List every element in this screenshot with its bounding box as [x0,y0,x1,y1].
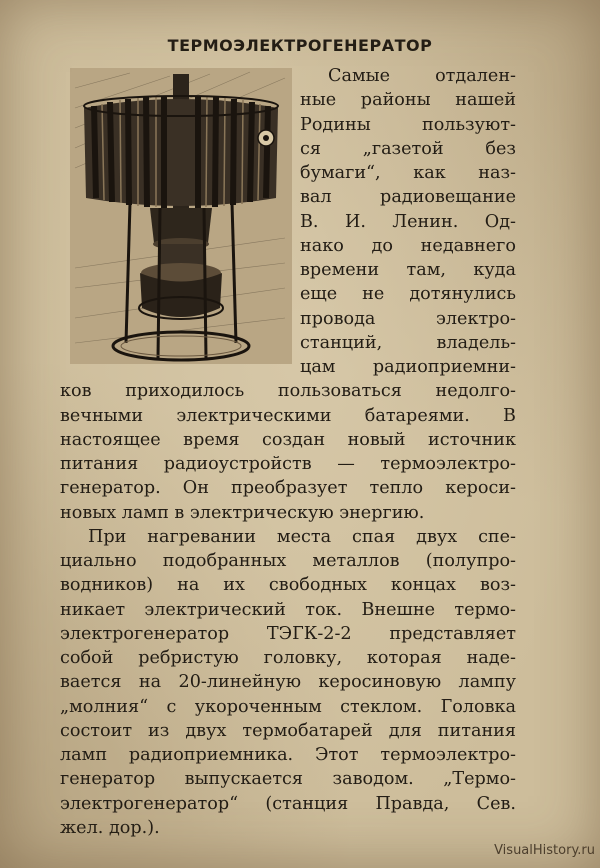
text-line: электрогенератор“ (станция Правда, Сев. [60,793,516,814]
text-line: циально подобранных металлов (полупро- [60,551,516,571]
text-line: нако до недавнего [300,235,516,256]
text-line: бумаги“, как наз- [300,163,516,183]
text-line: собой ребристую головку, которая наде- [60,648,516,668]
text-line: провода электро- [300,308,516,329]
text-line: вал радиовещание [300,187,516,208]
text-line: вается на 20-линейную керосиновую лампу [60,672,516,693]
watermark-credit: VisualHistory.ru [494,843,595,858]
text-line: ламп радиоприемника. Этот термоэлектро- [60,745,516,765]
text-line: жел. дор.). [60,817,160,838]
text-line: генератор. Он преобразует тепло кероси- [60,478,516,499]
text-line: генератор выпускается заводом. „Термо- [60,769,516,790]
text-line: Родины пользуют- [300,114,516,135]
text-line: Самые отдален- [328,66,516,86]
text-line: времени там, куда [300,260,516,280]
text-line: При нагревании места спая двух спе- [88,526,516,547]
text-line: В. И. Ленин. Од- [300,211,516,232]
text-line: никает электрический ток. Внешне термо- [60,599,516,620]
generator-drawing [70,68,292,364]
text-line: цам радиоприемни- [300,357,516,377]
text-line: настоящее время создан новый источник [60,429,516,450]
text-line: новых ламп в электрическую энергию. [60,502,425,523]
thermoelectric-generator-illustration [70,68,292,364]
text-line: электрогенератор ТЭГК-2-2 представляет [60,623,516,644]
text-line: состоит из двух термобатарей для питания [60,720,516,741]
text-line: ков приходилось пользоваться недолго- [60,381,516,402]
text-line: питания радиоустройств — термоэлектро- [60,454,516,474]
text-line: вечными электрическими батареями. В [60,405,516,426]
text-line: ся „газетой без [300,138,516,159]
article-title: ТЕРМОЭЛЕКТРОГЕНЕРАТОР [167,36,433,55]
text-line: еще не дотянулись [300,284,516,305]
text-line: станций, владель- [300,332,516,353]
text-line: „молния“ с укороченным стеклом. Головка [60,696,516,717]
text-line: водников) на их свободных концах воз- [60,575,516,596]
text-line: ные районы нашей [300,90,516,111]
